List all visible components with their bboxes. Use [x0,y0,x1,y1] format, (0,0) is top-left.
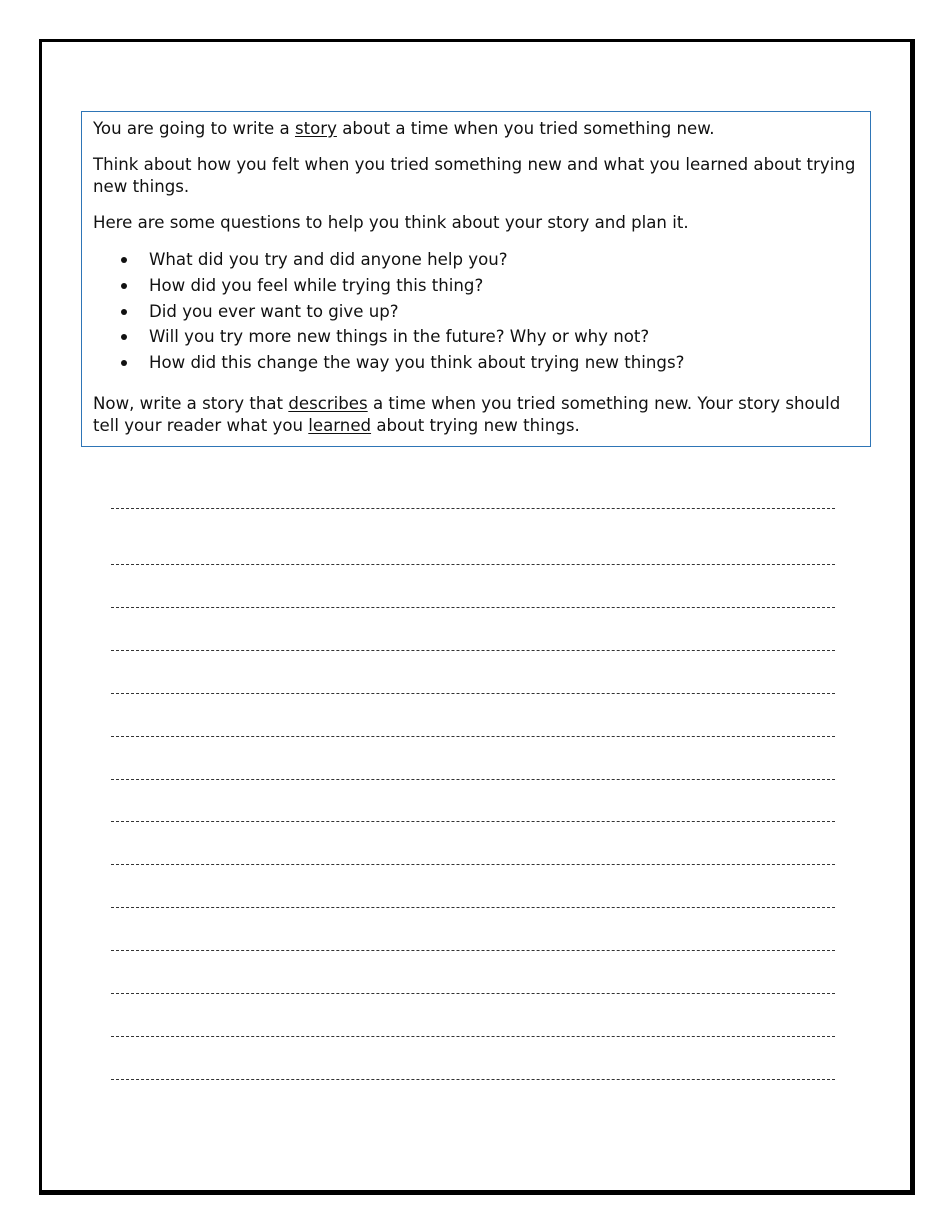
writing-line[interactable] [111,564,835,565]
writing-line[interactable] [111,693,835,694]
prompt-think: Think about how you felt when you tried something new and what you learned about trying new things. [93,155,856,196]
prompt-questions-intro: Here are some questions to help you think about your story and plan it. [93,213,689,232]
underlined-word-describes: describes [288,393,368,413]
question-item: Will you try more new things in the future? Why or why not? [149,324,859,350]
writing-line[interactable] [111,1036,835,1037]
question-list [93,247,859,376]
writing-line[interactable] [111,650,835,651]
writing-line[interactable] [111,907,835,908]
writing-prompt-box [81,111,871,447]
question-item: How did you feel while trying this thing? [149,273,859,299]
question-item: Did you ever want to give up? [149,299,859,325]
underlined-word-story: story [294,119,337,138]
question-item: How did this change the way you think about trying new things? [149,350,859,376]
question-item: What did you try and did anyone help you? [149,247,859,273]
writing-line[interactable] [111,736,835,737]
underlined-word-learned: learned [308,415,372,435]
writing-line[interactable] [111,508,835,509]
writing-line[interactable] [111,779,835,780]
writing-line[interactable] [111,1079,835,1080]
writing-line[interactable] [111,950,835,951]
writing-line[interactable] [111,864,835,865]
writing-line[interactable] [111,821,835,822]
prompt-intro: You are going to write a story about a time when you tried something new. [93,119,715,138]
writing-line[interactable] [111,607,835,608]
writing-line[interactable] [111,993,835,994]
prompt-closing: Now, write a story that describes a time when you tried something new. Your story should tell your reader what you learned about trying new things. [93,393,841,435]
